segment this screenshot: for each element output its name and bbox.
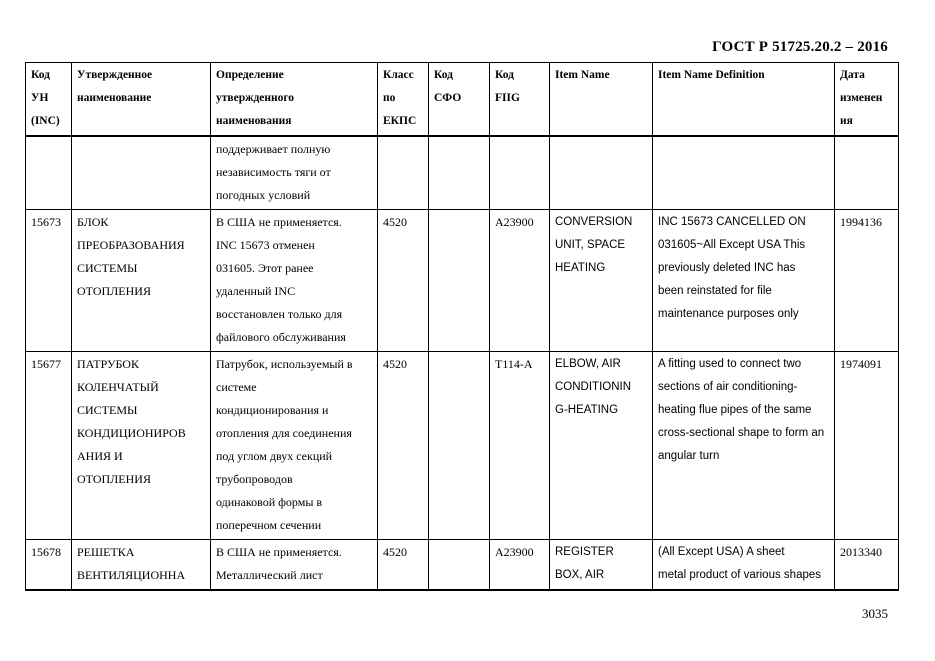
cell-value: 2013340 bbox=[840, 545, 882, 559]
cell-line: БЛОК bbox=[77, 215, 109, 229]
definition-cell bbox=[211, 540, 378, 591]
cell-line: кондиционирования и bbox=[216, 403, 329, 417]
cell-line: Утвержденное bbox=[77, 69, 153, 81]
cell-line: СИСТЕМЫ bbox=[77, 403, 138, 417]
cell-line: angular turn bbox=[658, 450, 720, 462]
cell-line: previously deleted INC has bbox=[658, 262, 796, 274]
cell-line: Код bbox=[31, 69, 51, 81]
cell-line: Патрубок, используемый в bbox=[216, 357, 353, 371]
fiig-cell bbox=[490, 210, 550, 352]
item-definition-cell bbox=[653, 352, 835, 540]
inc-cell bbox=[26, 136, 72, 210]
table-body bbox=[26, 136, 899, 590]
cell-value: 4520 bbox=[383, 215, 407, 229]
header-sfo-code bbox=[429, 63, 490, 137]
cell-line: 031605~All Except USA This bbox=[658, 239, 806, 251]
cell-line: Дата bbox=[840, 69, 865, 81]
approved-name-cell bbox=[72, 136, 211, 210]
cell-line: metal product of various shapes bbox=[658, 569, 822, 581]
cell-line: (All Except USA) A sheet bbox=[658, 546, 785, 558]
cell-value: 1974091 bbox=[840, 357, 882, 371]
cell-line: файлового обслуживания bbox=[216, 330, 346, 344]
header-change-date bbox=[835, 63, 899, 137]
cell-line: (INC) bbox=[31, 115, 60, 127]
cell-line: одинаковой формы в bbox=[216, 495, 323, 509]
cell-line: HEATING bbox=[555, 262, 606, 274]
table-row bbox=[26, 136, 899, 210]
fiig-cell bbox=[490, 136, 550, 210]
inc-cell bbox=[26, 352, 72, 540]
sfo-cell bbox=[429, 352, 490, 540]
cell-line: трубопроводов bbox=[216, 472, 293, 486]
class-cell bbox=[378, 352, 429, 540]
cell-line: КОЛЕНЧАТЫЙ bbox=[77, 380, 159, 394]
item-definition-cell bbox=[653, 136, 835, 210]
cell-line: Item Name bbox=[555, 69, 610, 81]
cell-line: BOX, AIR bbox=[555, 569, 605, 581]
cell-line: A fitting used to connect two bbox=[658, 358, 802, 370]
cell-line: Код bbox=[434, 69, 454, 81]
cell-line: G-HEATING bbox=[555, 404, 619, 416]
cell-value: 15678 bbox=[31, 545, 61, 559]
cell-line: ия bbox=[840, 115, 853, 127]
cell-line: В США не применяется. bbox=[216, 545, 342, 559]
cell-line: ПАТРУБОК bbox=[77, 357, 139, 371]
change-date-cell bbox=[835, 136, 899, 210]
table-header-row bbox=[26, 63, 899, 137]
cell-line: отопления для соединения bbox=[216, 426, 352, 440]
sfo-cell bbox=[429, 540, 490, 591]
header-fiig-code bbox=[490, 63, 550, 137]
cell-line: по bbox=[383, 92, 396, 104]
page-number: 3035 bbox=[862, 606, 888, 621]
cell-line: УН bbox=[31, 92, 49, 104]
cell-line: FIIG bbox=[495, 92, 520, 104]
approved-name-cell bbox=[72, 540, 211, 591]
cell-line: Металлический лист bbox=[216, 568, 323, 582]
cell-value: T114-A bbox=[495, 357, 533, 371]
cell-line: наименование bbox=[77, 92, 152, 104]
cell-line: погодных условий bbox=[216, 188, 311, 202]
sfo-cell bbox=[429, 136, 490, 210]
class-cell bbox=[378, 136, 429, 210]
cell-line: Класс bbox=[383, 69, 414, 81]
cell-line: АНИЯ И bbox=[77, 449, 123, 463]
cell-line: REGISTER bbox=[555, 546, 614, 558]
header-class-ekps bbox=[378, 63, 429, 137]
definition-cell bbox=[211, 210, 378, 352]
cell-line: системе bbox=[216, 380, 257, 394]
cell-line: независимость тяги от bbox=[216, 165, 331, 179]
cell-line: ОТОПЛЕНИЯ bbox=[77, 284, 151, 298]
cell-line: CONVERSION bbox=[555, 216, 633, 228]
cell-line: heating flue pipes of the same bbox=[658, 404, 812, 416]
inc-cell bbox=[26, 540, 72, 591]
cell-line: наименования bbox=[216, 115, 292, 127]
cell-line: СИСТЕМЫ bbox=[77, 261, 138, 275]
header-approved-name bbox=[72, 63, 211, 137]
item-name-cell bbox=[550, 352, 653, 540]
cell-line: been reinstated for file bbox=[658, 285, 772, 297]
cell-value: A23900 bbox=[495, 215, 534, 229]
item-name-cell bbox=[550, 540, 653, 591]
cell-line: восстановлен только для bbox=[216, 307, 343, 321]
cell-value: 15677 bbox=[31, 357, 61, 371]
cell-line: изменен bbox=[840, 92, 883, 104]
cell-line: удаленный INC bbox=[216, 284, 296, 298]
cell-line: поперечном сечении bbox=[216, 518, 322, 532]
header-inc-code bbox=[26, 63, 72, 137]
cell-line: Item Name Definition bbox=[658, 69, 765, 81]
cell-line: СФО bbox=[434, 92, 462, 104]
item-definition-cell bbox=[653, 540, 835, 591]
cell-line: INC 15673 CANCELLED ON bbox=[658, 216, 806, 228]
header-item-name-definition bbox=[653, 63, 835, 137]
cell-value: 4520 bbox=[383, 357, 407, 371]
cell-line: ELBOW, AIR bbox=[555, 358, 621, 370]
cell-line: РЕШЕТКА bbox=[77, 545, 135, 559]
cell-line: утвержденного bbox=[216, 92, 295, 104]
sfo-cell bbox=[429, 210, 490, 352]
cell-line: под углом двух секций bbox=[216, 449, 333, 463]
cell-line: ВЕНТИЛЯЦИОННА bbox=[77, 568, 186, 582]
cell-line: ЕКПС bbox=[383, 115, 417, 127]
cell-line: поддерживает полную bbox=[216, 142, 331, 156]
table-row bbox=[26, 352, 899, 540]
approved-name-cell bbox=[72, 210, 211, 352]
class-cell bbox=[378, 210, 429, 352]
item-name-cell bbox=[550, 136, 653, 210]
header-item-name bbox=[550, 63, 653, 137]
table-row bbox=[26, 210, 899, 352]
document-title: ГОСТ Р 51725.20.2 – 2016 bbox=[712, 39, 888, 55]
cell-line: ОТОПЛЕНИЯ bbox=[77, 472, 151, 486]
definition-cell bbox=[211, 136, 378, 210]
item-name-cell bbox=[550, 210, 653, 352]
change-date-cell bbox=[835, 210, 899, 352]
cell-line: Определение bbox=[216, 69, 284, 81]
cell-value: 4520 bbox=[383, 545, 407, 559]
definition-cell bbox=[211, 352, 378, 540]
header-definition bbox=[211, 63, 378, 137]
cell-line: sections of air conditioning- bbox=[658, 381, 798, 393]
inc-cell bbox=[26, 210, 72, 352]
cell-line: CONDITIONIN bbox=[555, 381, 632, 393]
cell-line: cross-sectional shape to form an bbox=[658, 427, 825, 439]
cell-value: 15673 bbox=[31, 215, 61, 229]
fiig-cell bbox=[490, 540, 550, 591]
cell-line: ПРЕОБРАЗОВАНИЯ bbox=[77, 238, 185, 252]
cell-value: 1994136 bbox=[840, 215, 882, 229]
cell-line: UNIT, SPACE bbox=[555, 239, 626, 251]
item-definition-cell bbox=[653, 210, 835, 352]
class-cell bbox=[378, 540, 429, 591]
cell-line: maintenance purposes only bbox=[658, 308, 799, 320]
cell-line: В США не применяется. bbox=[216, 215, 342, 229]
table-row bbox=[26, 540, 899, 591]
cell-value: A23900 bbox=[495, 545, 534, 559]
classification-table bbox=[25, 62, 899, 591]
change-date-cell bbox=[835, 540, 899, 591]
cell-line: КОНДИЦИОНИРОВ bbox=[77, 426, 186, 440]
cell-line: INC 15673 отменен bbox=[216, 238, 315, 252]
approved-name-cell bbox=[72, 352, 211, 540]
cell-line: Код bbox=[495, 69, 515, 81]
fiig-cell bbox=[490, 352, 550, 540]
change-date-cell bbox=[835, 352, 899, 540]
cell-line: 031605. Этот ранее bbox=[216, 261, 314, 275]
